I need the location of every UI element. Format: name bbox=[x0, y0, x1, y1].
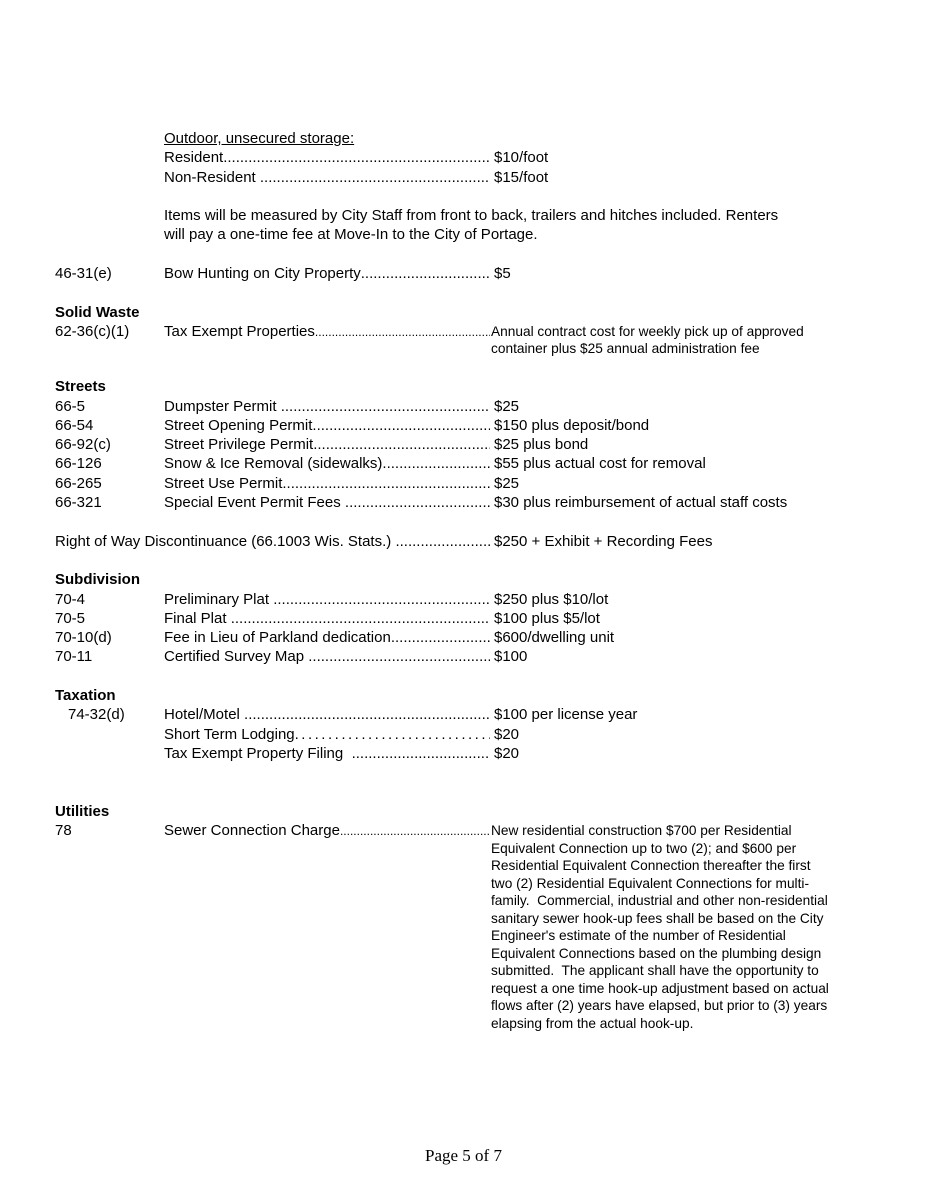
fee-row bbox=[55, 454, 873, 473]
fee-row bbox=[55, 397, 873, 416]
item-label: Street Use Permit bbox=[164, 474, 283, 492]
section-heading: Streets bbox=[55, 378, 106, 396]
fee-row bbox=[55, 532, 873, 551]
fee-value: $250 plus $10/lot bbox=[494, 590, 609, 608]
fee-row bbox=[55, 609, 873, 628]
fee-value: $10/foot bbox=[494, 149, 549, 167]
fee-row bbox=[55, 435, 873, 454]
fee-row bbox=[55, 744, 873, 763]
section-heading: Subdivision bbox=[55, 571, 141, 589]
label-cell bbox=[164, 264, 490, 283]
label-cell bbox=[164, 454, 490, 473]
item-label: Non-Resident bbox=[164, 168, 260, 186]
fee-value: $30 plus reimbursement of actual staff costs bbox=[494, 494, 788, 512]
label-cell bbox=[164, 609, 490, 628]
item-label: Street Privilege Permit bbox=[164, 436, 314, 454]
document-content bbox=[55, 129, 873, 1032]
fee-value: $25 bbox=[494, 474, 520, 492]
fee-value: $100 plus $5/lot bbox=[494, 609, 600, 627]
code-cell: 66-321 bbox=[55, 494, 102, 512]
fee-value bbox=[490, 323, 873, 358]
dot-leader bbox=[308, 647, 490, 666]
fee-row bbox=[55, 474, 873, 493]
fee-row bbox=[55, 705, 873, 724]
fee-row bbox=[55, 148, 873, 167]
fee-line: request a one time hook-up adjustment based on actual bbox=[491, 980, 829, 996]
fee-value: $5 bbox=[494, 265, 511, 283]
dot-leader bbox=[391, 628, 490, 647]
fee-value: $100 bbox=[494, 648, 528, 666]
item-label: Hotel/Motel bbox=[164, 706, 245, 724]
fee-line: submitted. The applicant shall have the opportunity to bbox=[491, 963, 819, 979]
fee-line: Equivalent Connection up to two (2); and $600 per bbox=[491, 840, 797, 856]
label-cell bbox=[164, 628, 490, 647]
code-cell: 62-36(c)(1) bbox=[55, 322, 130, 340]
note-paragraph bbox=[55, 206, 873, 245]
label-cell bbox=[164, 397, 490, 416]
note-line: will pay a one-time fee at Move-In to the City of Portage. bbox=[164, 226, 538, 244]
dot-leader bbox=[395, 532, 490, 551]
subheading-line bbox=[55, 129, 873, 148]
fee-value: $600/dwelling unit bbox=[494, 629, 615, 647]
fee-row bbox=[55, 725, 873, 744]
dot-leader bbox=[244, 705, 490, 724]
dot-leader bbox=[340, 822, 490, 841]
item-label: Bow Hunting on City Property bbox=[164, 265, 361, 283]
label-cell bbox=[164, 590, 490, 609]
code-cell: 70-10(d) bbox=[55, 629, 112, 647]
fee-line: elapsing from the actual hook-up. bbox=[491, 1015, 694, 1031]
dot-leader bbox=[281, 397, 490, 416]
code-cell: 74-32(d) bbox=[68, 706, 125, 724]
label-cell bbox=[164, 435, 490, 454]
label-cell bbox=[164, 148, 490, 167]
label-cell bbox=[164, 744, 490, 763]
dot-leader bbox=[352, 744, 490, 763]
label-cell bbox=[164, 474, 490, 493]
label-cell bbox=[164, 821, 490, 841]
fee-value: $15/foot bbox=[494, 168, 549, 186]
dot-leader bbox=[312, 416, 490, 435]
label-cell bbox=[164, 493, 490, 512]
fee-line: flows after (2) years have elapsed, but prior to (3) years bbox=[491, 998, 828, 1014]
fee-value: $25 plus bond bbox=[494, 436, 589, 454]
code-cell: 78 bbox=[55, 822, 72, 840]
label-cell bbox=[164, 322, 490, 342]
subheading-underlined: Outdoor, unsecured storage: bbox=[164, 130, 355, 147]
section-heading: Solid Waste bbox=[55, 303, 140, 321]
item-label: Final Plat bbox=[164, 609, 231, 627]
fee-row bbox=[55, 493, 873, 512]
label-cell bbox=[164, 725, 490, 744]
item-label: Special Event Permit Fees bbox=[164, 494, 345, 512]
fee-line: Equivalent Connections based on the plumbing design bbox=[491, 945, 822, 961]
dot-leader bbox=[282, 474, 490, 493]
fee-row bbox=[55, 264, 873, 283]
fee-line: New residential construction $700 per Residential bbox=[491, 823, 792, 839]
fee-line: two (2) Residential Equivalent Connections for multi- bbox=[491, 875, 810, 891]
fee-line: Annual contract cost for weekly pick up of approved bbox=[491, 323, 804, 339]
dot-leader bbox=[231, 609, 490, 628]
code-cell: 66-265 bbox=[55, 474, 102, 492]
item-label: Resident bbox=[164, 149, 224, 167]
dot-leader bbox=[260, 168, 490, 187]
fee-row bbox=[55, 416, 873, 435]
code-cell: 46-31(e) bbox=[55, 265, 112, 283]
code-cell: 66-54 bbox=[55, 416, 94, 434]
fee-row bbox=[55, 628, 873, 647]
fee-row bbox=[55, 322, 873, 358]
dot-leader bbox=[273, 590, 490, 609]
fee-row bbox=[55, 590, 873, 609]
note-line: Items will be measured by City Staff from front to back, trailers and hitches included. Renters bbox=[164, 207, 779, 225]
fee-line: Engineer's estimate of the number of Residential bbox=[491, 928, 786, 944]
fee-value bbox=[490, 822, 873, 1032]
fee-line: container plus $25 annual administration fee bbox=[491, 341, 760, 357]
section-heading: Utilities bbox=[55, 802, 110, 820]
item-label: Tax Exempt Property Filing bbox=[164, 744, 352, 762]
item-label: Snow & Ice Removal (sidewalks) bbox=[164, 455, 383, 473]
item-label: Dumpster Permit bbox=[164, 397, 281, 415]
fee-line: Residential Equivalent Connection thereafter the first bbox=[491, 858, 811, 874]
dot-leader bbox=[345, 493, 490, 512]
item-label: Short Term Lodging bbox=[164, 725, 295, 743]
code-cell: 70-4 bbox=[55, 590, 86, 608]
fee-value: $150 plus deposit/bond bbox=[494, 416, 650, 434]
dot-leader bbox=[361, 264, 490, 283]
item-label: Preliminary Plat bbox=[164, 590, 274, 608]
dot-leader bbox=[295, 725, 490, 744]
dot-leader bbox=[382, 454, 490, 473]
fee-value: $20 bbox=[494, 725, 520, 743]
dot-leader bbox=[313, 435, 490, 454]
fee-line: family. Commercial, industrial and other non-residential bbox=[491, 893, 828, 909]
code-cell: 70-11 bbox=[55, 648, 93, 666]
dot-leader bbox=[315, 323, 490, 342]
code-cell: 70-5 bbox=[55, 609, 86, 627]
fee-row bbox=[55, 821, 873, 1032]
label-cell bbox=[55, 532, 490, 551]
code-cell: 66-126 bbox=[55, 455, 102, 473]
item-label: Certified Survey Map bbox=[164, 648, 309, 666]
fee-row bbox=[55, 647, 873, 666]
section-heading: Taxation bbox=[55, 687, 116, 705]
label-cell bbox=[164, 705, 490, 724]
item-label: Sewer Connection Charge bbox=[164, 822, 340, 840]
item-label: Fee in Lieu of Parkland dedication bbox=[164, 629, 391, 647]
dot-leader bbox=[223, 148, 490, 167]
label-cell bbox=[164, 647, 490, 666]
fee-value: $250 + Exhibit + Recording Fees bbox=[494, 532, 713, 550]
fee-value: $100 per license year bbox=[494, 706, 638, 724]
item-label: Tax Exempt Properties bbox=[164, 322, 315, 340]
label-cell bbox=[164, 168, 490, 187]
code-cell: 66-5 bbox=[55, 397, 86, 415]
code-cell: 66-92(c) bbox=[55, 436, 111, 454]
fee-value: $25 bbox=[494, 397, 520, 415]
item-label: Street Opening Permit bbox=[164, 416, 313, 434]
fee-value: $55 plus actual cost for removal bbox=[494, 455, 706, 473]
label-cell bbox=[164, 416, 490, 435]
item-label: Right of Way Discontinuance (66.1003 Wis. Stats.) bbox=[55, 532, 396, 550]
page-number: Page 5 of 7 bbox=[425, 1146, 502, 1165]
fee-row bbox=[55, 168, 873, 187]
fee-line: sanitary sewer hook-up fees shall be based on the City bbox=[491, 910, 824, 926]
fee-value: $20 bbox=[494, 744, 520, 762]
